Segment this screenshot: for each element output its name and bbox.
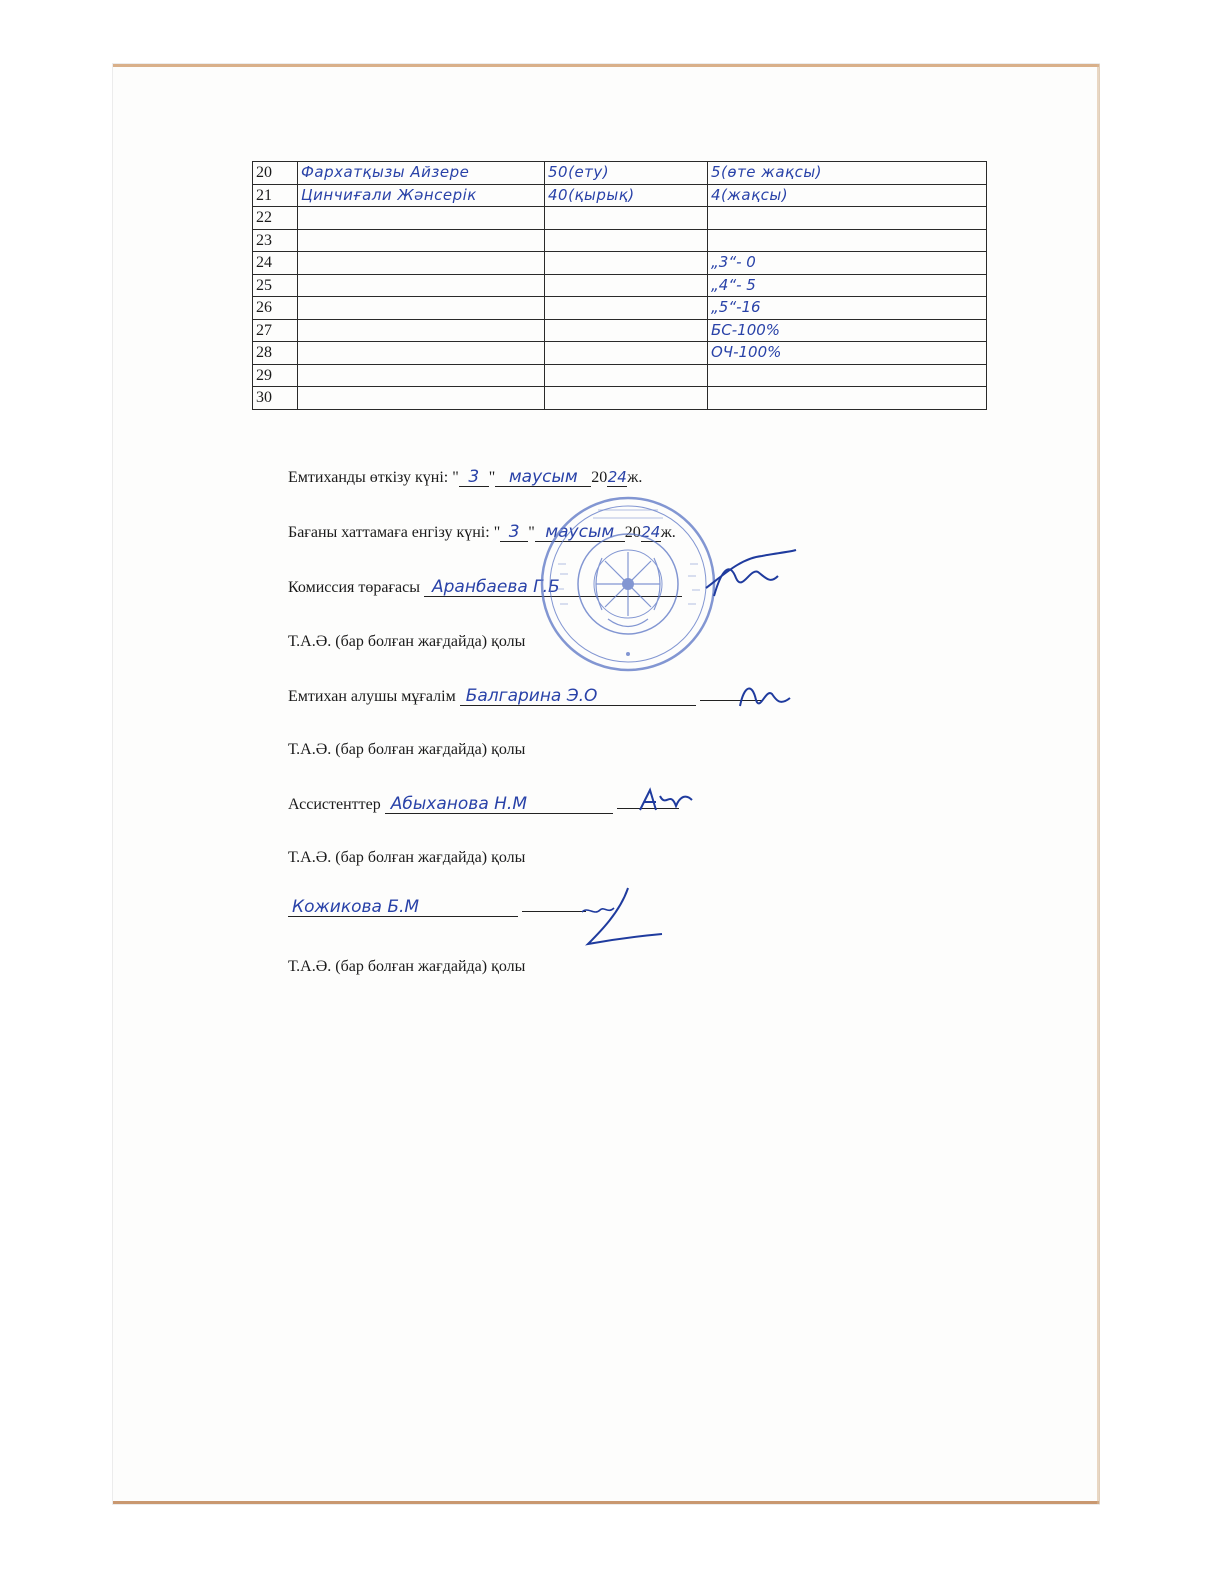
exam-date-month: маусым <box>495 468 591 487</box>
grade-cell: „4“- 5 <box>708 274 987 297</box>
table-row <box>253 162 987 185</box>
table-row <box>253 184 987 207</box>
grade-cell: 5(өте жақсы) <box>708 162 987 185</box>
official-stamp <box>538 494 718 674</box>
exam-date-year-suffix: 24 <box>607 468 627 486</box>
student-name-cell <box>298 207 545 230</box>
student-name-cell <box>298 229 545 252</box>
assistant-2-line <box>288 898 586 917</box>
score-cell: 50(ету) <box>545 162 708 185</box>
score-cell <box>545 364 708 387</box>
score-cell <box>545 274 708 297</box>
commission-chair-name: Аранбаева Г.Б <box>424 578 682 597</box>
grade-cell <box>708 229 987 252</box>
exam-date-end: ж. <box>627 469 643 486</box>
entry-date-year-suffix: 24 <box>641 523 661 541</box>
page-edge-top <box>113 64 1099 67</box>
entry-date-day: 3 <box>500 523 528 542</box>
fio-note-2: Т.А.Ә. (бар болған жағдайда) қолы <box>288 741 526 758</box>
grade-cell: „3“- 0 <box>708 252 987 275</box>
grade-cell <box>708 387 987 410</box>
grade-cell <box>708 364 987 387</box>
row-number: 25 <box>253 274 298 297</box>
student-name-cell <box>298 274 545 297</box>
row-number: 20 <box>253 162 298 185</box>
row-number: 22 <box>253 207 298 230</box>
assistant-signature-icon-2 <box>580 882 664 952</box>
student-name-cell <box>298 364 545 387</box>
row-number: 27 <box>253 319 298 342</box>
row-number: 21 <box>253 184 298 207</box>
examiner-name: Балгарина Э.О <box>460 687 696 706</box>
fio-note-4: Т.А.Ә. (бар болған жағдайда) қолы <box>288 958 526 975</box>
table-row <box>253 252 987 275</box>
entry-date-month: маусым <box>535 523 625 542</box>
assistant-name-1: Абыханова Н.М <box>385 795 613 814</box>
fio-note-3: Т.А.Ә. (бар болған жағдайда) қолы <box>288 849 526 866</box>
exam-date-label: Емтиханды өткізу күні: " <box>288 469 459 486</box>
examiner-signature-icon <box>736 676 796 716</box>
student-name-cell: Фархатқызы Айзере <box>298 162 545 185</box>
entry-date-year-prefix: 20 <box>624 524 641 541</box>
student-name-cell <box>298 342 545 365</box>
student-name-cell <box>298 297 545 320</box>
table-row <box>253 274 987 297</box>
grade-cell: БС-100% <box>708 319 987 342</box>
score-cell <box>545 252 708 275</box>
table-row <box>253 297 987 320</box>
grade-cell: 4(жақсы) <box>708 184 987 207</box>
grades-table <box>252 161 987 410</box>
entry-date-quote: " <box>528 524 535 541</box>
row-number: 30 <box>253 387 298 410</box>
entry-date-end: ж. <box>660 524 676 541</box>
assistant-signature-icon-1 <box>636 786 696 816</box>
exam-date-day: 3 <box>459 468 489 487</box>
grade-cell <box>708 207 987 230</box>
page-edge-right <box>1097 64 1100 1504</box>
score-cell: 40(қырық) <box>545 184 708 207</box>
score-cell <box>545 319 708 342</box>
table-row <box>253 342 987 365</box>
table-row <box>253 319 987 342</box>
fio-note-1: Т.А.Ә. (бар болған жағдайда) қолы <box>288 633 526 650</box>
exam-date-quote: " <box>488 469 496 486</box>
row-number: 29 <box>253 364 298 387</box>
assistants-label: Ассистенттер <box>288 796 381 813</box>
score-cell <box>545 229 708 252</box>
assistant-signature-line-2 <box>522 911 586 912</box>
examiner-line <box>288 687 762 706</box>
row-number: 28 <box>253 342 298 365</box>
commission-chair-label: Комиссия төрағасы <box>288 579 420 596</box>
score-cell <box>545 342 708 365</box>
exam-date-year-prefix: 20 <box>591 469 608 486</box>
student-name-cell <box>298 319 545 342</box>
table-row <box>253 229 987 252</box>
grade-cell: ОЧ-100% <box>708 342 987 365</box>
page-edge-bottom <box>113 1501 1099 1504</box>
row-number: 26 <box>253 297 298 320</box>
table-row <box>253 387 987 410</box>
chair-signature-icon <box>700 548 800 604</box>
student-name-cell: Цинчиғали Жәнсерік <box>298 184 545 207</box>
score-cell <box>545 387 708 410</box>
student-name-cell <box>298 252 545 275</box>
score-cell <box>545 297 708 320</box>
examiner-label: Емтихан алушы мұғалім <box>288 688 456 705</box>
score-cell <box>545 207 708 230</box>
table-row <box>253 207 987 230</box>
row-number: 23 <box>253 229 298 252</box>
exam-date-line <box>288 468 642 487</box>
grade-cell: „5“-16 <box>708 297 987 320</box>
row-number: 24 <box>253 252 298 275</box>
table-row <box>253 364 987 387</box>
assistant-name-2: Кожикова Б.М <box>288 898 518 917</box>
student-name-cell <box>298 387 545 410</box>
entry-date-label: Бағаны хаттамаға енгізу күні: " <box>288 524 501 541</box>
assistants-line <box>288 795 679 814</box>
